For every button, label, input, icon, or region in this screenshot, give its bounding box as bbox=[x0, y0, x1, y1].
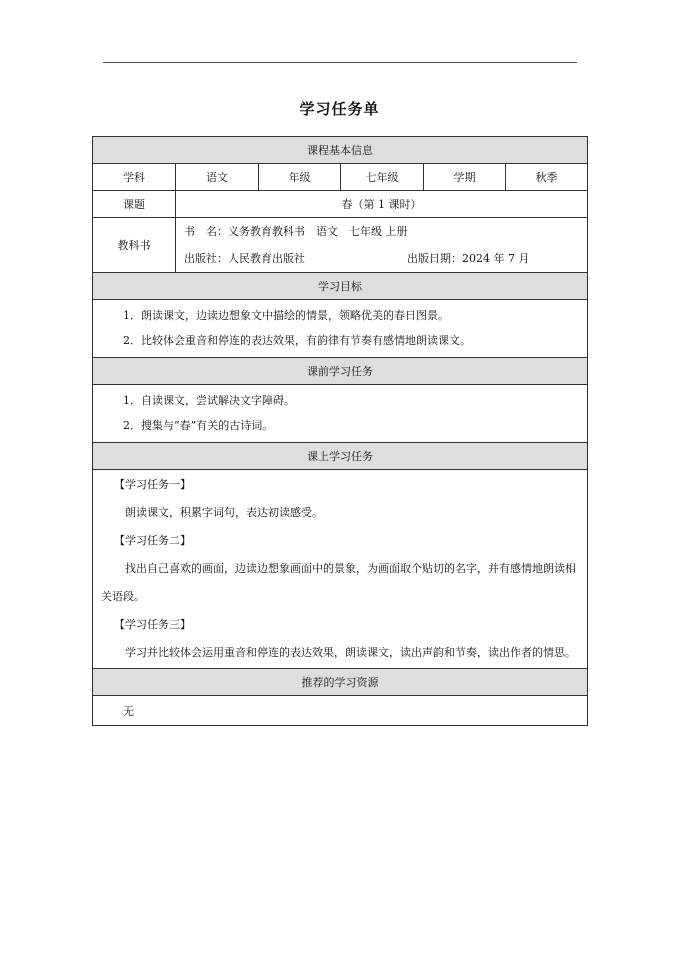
task-title-3: 【学习任务三】 bbox=[114, 618, 191, 631]
section-header-goals: 学习目标 bbox=[93, 273, 588, 300]
goal-item: 1．朗读课文，边读边想象文中描绘的情景，领略优美的春日图景。 bbox=[123, 309, 449, 322]
task-text-3: 学习并比较体会运用重音和停连的表达效果，朗读课文，读出声韵和节奏，读出作者的情思。 bbox=[125, 646, 576, 659]
publisher-line bbox=[176, 245, 587, 272]
task-sheet-table bbox=[92, 136, 588, 726]
term-label: 学期 bbox=[424, 164, 506, 191]
textbook-info bbox=[176, 218, 588, 273]
goals-list bbox=[93, 300, 588, 358]
pre-task-item: 1．自读课文，尝试解决文字障碍。 bbox=[123, 394, 295, 407]
book-name: 书 名：义务教育教科书 语文 七年级 上册 bbox=[184, 225, 408, 238]
topic-value: 春（第 1 课时） bbox=[176, 191, 588, 218]
pre-task-list bbox=[93, 385, 588, 443]
page-title: 学习任务单 bbox=[299, 100, 380, 118]
term-value: 秋季 bbox=[506, 164, 588, 191]
section-header-pre: 课前学习任务 bbox=[93, 358, 588, 385]
publish-date: 出版日期：2024 年 7 月 bbox=[407, 252, 530, 265]
goal-item: 2．比较体会重音和停连的表达效果，有韵律有节奏有感情地朗读课文。 bbox=[123, 334, 471, 347]
task-title-2: 【学习任务二】 bbox=[114, 534, 191, 547]
section-header-inclass: 课上学习任务 bbox=[93, 443, 588, 470]
inclass-task-list bbox=[93, 470, 588, 669]
publisher: 出版社：人民教育出版社 bbox=[184, 252, 305, 265]
task-text-1: 朗读课文，积累字词句，表达初读感受。 bbox=[125, 506, 323, 519]
subject-value: 语文 bbox=[176, 164, 259, 191]
textbook-label: 教科书 bbox=[93, 218, 176, 273]
pre-task-item: 2．搜集与“春”有关的古诗词。 bbox=[123, 419, 274, 432]
book-name-line bbox=[176, 218, 587, 245]
section-header-basic: 课程基本信息 bbox=[93, 137, 588, 164]
task-title-1: 【学习任务一】 bbox=[114, 478, 191, 491]
resources-value: 无 bbox=[93, 696, 588, 726]
task-text-2: 找出自己喜欢的画面，边读边想象画面中的景象，为画面取个贴切的名字，并有感情地朗读相关语段。 bbox=[101, 562, 576, 603]
grade-label: 年级 bbox=[259, 164, 341, 191]
header-rule bbox=[103, 62, 577, 63]
grade-value: 七年级 bbox=[341, 164, 424, 191]
section-header-resources: 推荐的学习资源 bbox=[93, 669, 588, 696]
subject-label: 学科 bbox=[93, 164, 176, 191]
topic-label: 课题 bbox=[93, 191, 176, 218]
